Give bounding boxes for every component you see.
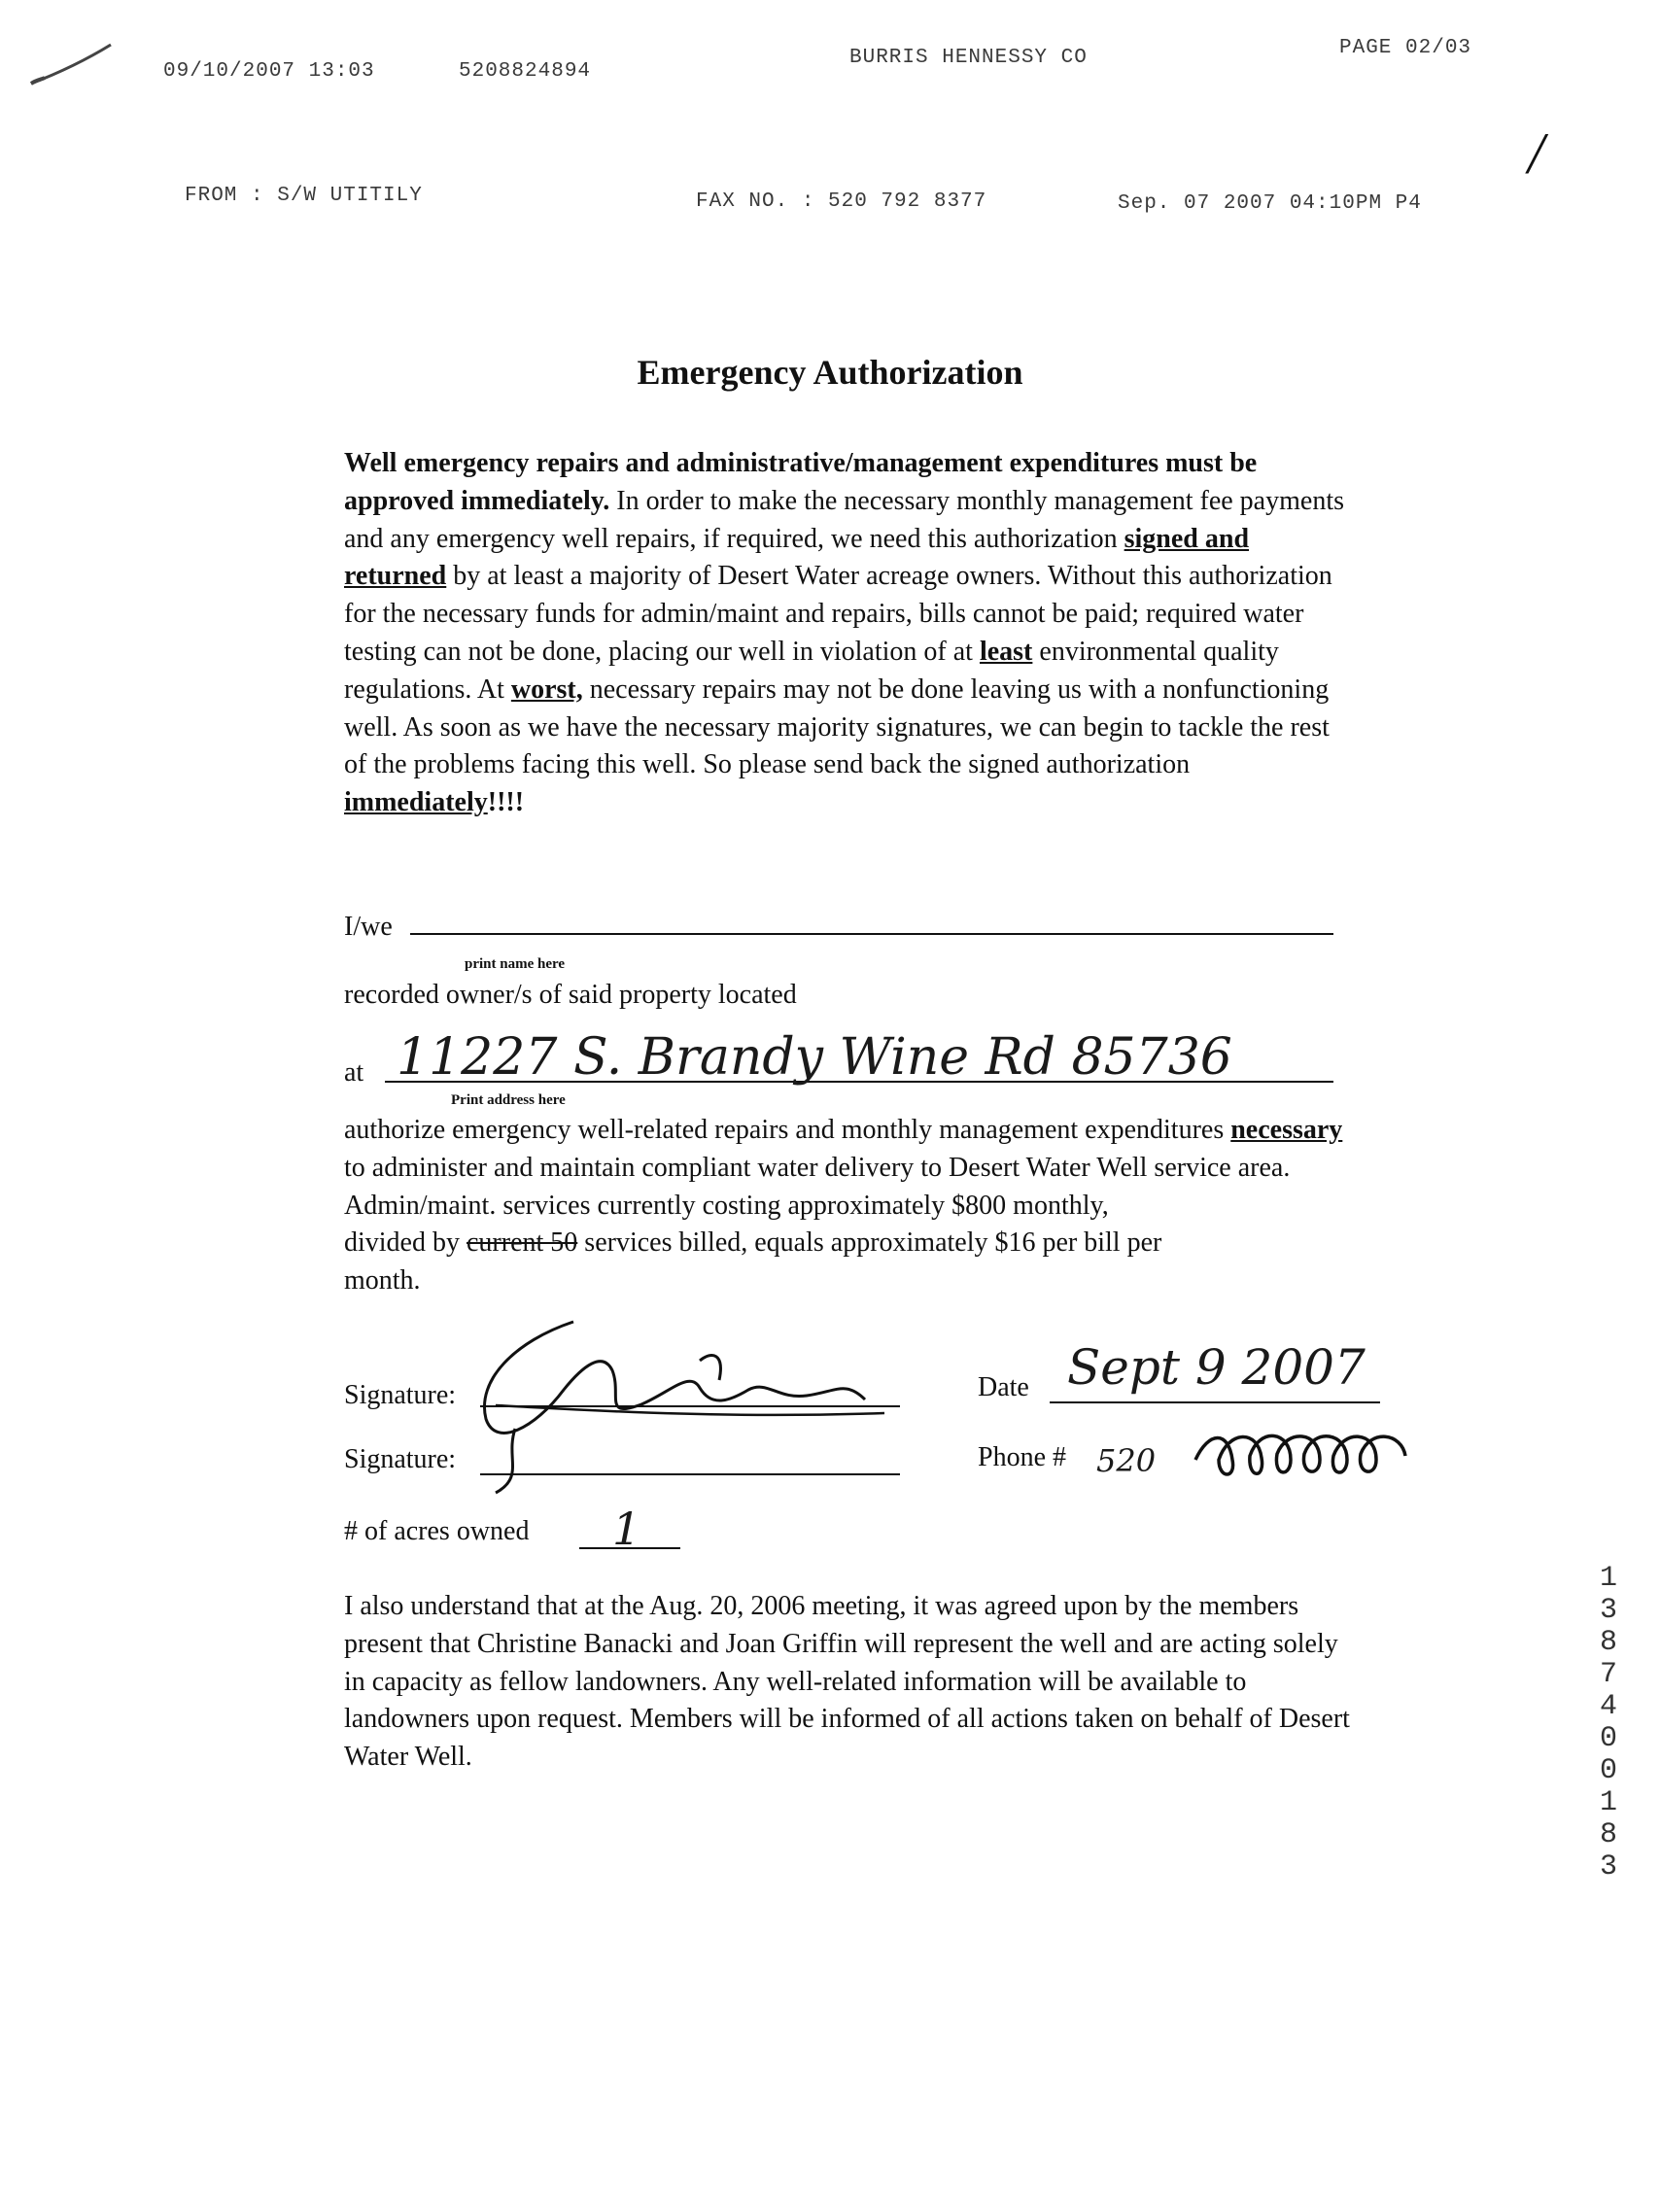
pen-stroke-mark xyxy=(27,41,115,89)
phone-label: Phone # xyxy=(978,1442,1066,1472)
fax-header-timestamp: 09/10/2007 13:03 xyxy=(163,60,375,83)
side-document-stamp xyxy=(1594,1563,1623,1884)
phone-scribble-redaction xyxy=(1190,1421,1413,1485)
paragraph-exclaim: !!!! xyxy=(487,787,525,818)
signed-returned-emphasis: signed and returned xyxy=(344,523,1250,592)
admin-strikethrough: current 50 xyxy=(467,1227,578,1259)
fax-date: Sep. 07 2007 04:10PM P4 xyxy=(1118,192,1422,215)
stamp-digit: 0 xyxy=(1599,1754,1617,1787)
fax-number: FAX NO. : 520 792 8377 xyxy=(696,190,987,213)
acres-handwritten: 1 xyxy=(612,1503,641,1555)
at-label: at xyxy=(344,1057,364,1088)
date-handwritten: Sept 9 2007 xyxy=(1067,1339,1366,1396)
stamp-digit: 3 xyxy=(1599,1594,1617,1627)
closing-paragraph xyxy=(344,1588,1355,1777)
address-handwritten: 11227 S. Brandy Wine Rd 85736 xyxy=(397,1028,1232,1087)
paragraph-text: In order to make the necessary monthly management fee payments and any emergency well repairs, if required, we need this authorization xyxy=(344,485,1344,554)
phone-handwritten: 520 xyxy=(1096,1442,1157,1479)
recorded-owner-text: recorded owner/s of said property located xyxy=(344,980,797,1010)
stamp-digit: 0 xyxy=(1599,1722,1617,1755)
admin-text: services billed, equals approximately $16 per bill per xyxy=(577,1227,1162,1259)
admin-text: divided by xyxy=(344,1227,467,1259)
immediately-emphasis: immediately xyxy=(344,787,488,818)
stamp-digit: 8 xyxy=(1599,1818,1617,1851)
necessary-emphasis: necessary xyxy=(1230,1115,1343,1145)
date-line[interactable] xyxy=(1050,1401,1380,1403)
paragraph-text: environmental quality regulations. At xyxy=(344,636,1279,705)
paragraph-bold-lead: Well emergency repairs and administrative/management expenditures must be approved immediately. xyxy=(344,448,1258,516)
signature-line-2[interactable] xyxy=(480,1473,900,1475)
signature-label-2: Signature: xyxy=(344,1444,457,1474)
least-emphasis: least xyxy=(979,636,1033,667)
print-name-line[interactable] xyxy=(410,933,1333,935)
fax-from: FROM : S/W UTITILY xyxy=(185,185,423,207)
admin-line-3: month. xyxy=(344,1265,421,1296)
stamp-digit: 8 xyxy=(1599,1626,1617,1659)
fax-header-page: PAGE 02/03 xyxy=(1339,37,1472,59)
date-label: Date xyxy=(978,1372,1029,1402)
signature-label-1: Signature: xyxy=(344,1380,457,1410)
stamp-digit: 7 xyxy=(1599,1658,1617,1691)
print-name-hint: print name here xyxy=(465,956,566,972)
authorize-text: authorize emergency well-related repairs and monthly management expenditures xyxy=(344,1115,1231,1145)
page-mark: / xyxy=(1528,121,1544,186)
acres-label: # of acres owned xyxy=(344,1516,530,1546)
paragraph-text: necessary repairs may not be done leaving us with a nonfunctioning well. As soon as we have the necessary majority signatures, we can begin to tackle the rest of the problems facing this well. So please send back the signed authorization xyxy=(344,674,1330,780)
authorize-text: to administer and maintain compliant water delivery to Desert Water Well service area. xyxy=(344,1152,1291,1183)
authorization-paragraph xyxy=(344,445,1355,822)
paragraph-text: by at least a majority of Desert Water acreage owners. Without this authorization for the necessary funds for admin/maint and repairs, bills cannot be paid; required water testing can not be done, placing our well in violation of at xyxy=(344,561,1332,667)
iwe-label: I/we xyxy=(344,912,393,942)
admin-line-1: Admin/maint. services currently costing approximately $800 monthly, xyxy=(344,1190,1109,1221)
fax-header-company: BURRIS HENNESSY CO xyxy=(849,47,1088,69)
worst-emphasis: worst, xyxy=(510,674,583,705)
stamp-digit: 1 xyxy=(1599,1562,1617,1595)
fax-header-number: 5208824894 xyxy=(459,60,592,83)
authorize-paragraph xyxy=(344,1112,1355,1300)
stamp-digit: 1 xyxy=(1599,1786,1617,1819)
stamp-digit: 4 xyxy=(1599,1690,1617,1723)
page-title: Emergency Authorization xyxy=(637,353,1023,392)
print-address-hint: Print address here xyxy=(451,1092,566,1108)
closing-text: I also understand that at the Aug. 20, 2006 meeting, it was agreed upon by the members present that Christine Banacki and Joan Griffin will represent the well and are acting solely in capacity as fellow landowners. Any well-related information will be available to landowners upon request. Members will be informed of all actions taken on behalf of Desert Water Well. xyxy=(344,1591,1350,1773)
handwritten-signature xyxy=(457,1312,904,1497)
stamp-digit: 3 xyxy=(1599,1850,1617,1884)
